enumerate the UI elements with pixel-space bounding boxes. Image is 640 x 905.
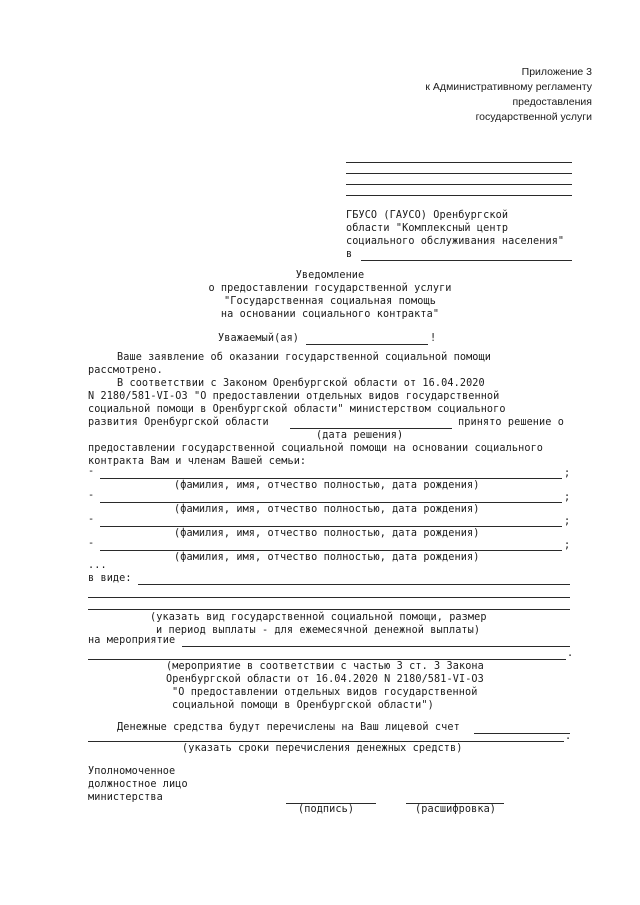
family-caption-3: (фамилия, имя, отчество полностью, дата рождения) bbox=[174, 528, 480, 539]
addressee-line-2: области "Комплексный центр bbox=[346, 223, 509, 234]
notice-subtitle-2: "Государственная социальная помощь bbox=[224, 296, 436, 307]
family-dash-4: - bbox=[88, 538, 95, 549]
kind-blank-2 bbox=[88, 597, 570, 598]
family-caption-1: (фамилия, имя, отчество полностью, дата рождения) bbox=[174, 480, 480, 491]
family-dash-3: - bbox=[88, 514, 95, 525]
address-blank-line-4 bbox=[346, 195, 572, 196]
body-p2-line-4a: развития Оренбургской области bbox=[88, 417, 269, 428]
payment-term-blank bbox=[88, 741, 564, 742]
family-end-1: ; bbox=[564, 468, 571, 479]
signatory-line-1: Уполномоченное bbox=[88, 766, 176, 777]
kind-caption-2: и период выплаты - для ежемесячной денежной выплаты) bbox=[156, 625, 481, 636]
payment-text: Денежные средства будут перечислены на Ваш лицевой счет bbox=[117, 722, 460, 733]
body-p2-line-1: В соответствии с Законом Оренбургской области от 16.04.2020 bbox=[117, 378, 485, 389]
family-blank-2 bbox=[100, 502, 562, 503]
family-end-4: ; bbox=[564, 540, 571, 551]
family-caption-4: (фамилия, имя, отчество полностью, дата рождения) bbox=[174, 552, 480, 563]
event-label: на мероприятие bbox=[88, 635, 176, 646]
signatory-line-3: министерства bbox=[88, 792, 163, 803]
event-caption-1: (мероприятие в соответствии с частью 3 ст. 3 Закона bbox=[166, 661, 484, 672]
event-caption-2: Оренбургской области от 16.04.2020 N 2180/581-VI-ОЗ bbox=[166, 674, 484, 685]
kind-label: в виде: bbox=[88, 573, 132, 584]
body-p1-line-2: рассмотрено. bbox=[88, 365, 163, 376]
event-end: . bbox=[567, 648, 574, 659]
family-dash-2: - bbox=[88, 490, 95, 501]
signature-caption: (подпись) bbox=[298, 804, 355, 815]
body-p2-line-2: N 2180/581-VI-ОЗ "О предоставлении отдельных видов государственной bbox=[88, 391, 500, 402]
address-blank-line-2 bbox=[346, 173, 572, 174]
family-blank-4 bbox=[100, 550, 562, 551]
decision-date-caption: (дата решения) bbox=[316, 430, 404, 441]
appendix-line-2: к Административному регламенту bbox=[425, 81, 592, 93]
body-p2-line-3: социальной помощи в Оренбургской области" министерством социального bbox=[88, 404, 506, 415]
event-caption-4: социальной помощи в Оренбургской области") bbox=[172, 700, 434, 711]
address-blank-line-3 bbox=[346, 184, 572, 185]
greeting-label: Уважаемый(ая) bbox=[218, 333, 300, 344]
greeting-name-blank bbox=[306, 344, 428, 345]
payment-caption: (указать сроки перечисления денежных средств) bbox=[182, 743, 463, 754]
notice-subtitle-1: о предоставлении государственной услуги bbox=[208, 283, 452, 294]
appendix-line-3: предоставления bbox=[512, 96, 592, 108]
appendix-line-4: государственной услуги bbox=[475, 111, 592, 123]
payment-end: . bbox=[565, 731, 572, 742]
body-p2-line-4b: принято решение о bbox=[458, 417, 564, 428]
event-blank-1 bbox=[182, 646, 570, 647]
addressee-line-4: в bbox=[346, 249, 353, 260]
family-blank-3 bbox=[100, 526, 562, 527]
body-p1-line-1: Ваше заявление об оказании государственной социальной помощи bbox=[117, 352, 492, 363]
signatory-line-2: должностное лицо bbox=[88, 779, 188, 790]
family-caption-2: (фамилия, имя, отчество полностью, дата рождения) bbox=[174, 504, 480, 515]
family-end-2: ; bbox=[564, 492, 571, 503]
kind-caption-1: (указать вид государственной социальной помощи, размер bbox=[150, 612, 487, 623]
kind-blank-3 bbox=[88, 609, 570, 610]
body-p2-line-5: предоставлении государственной социальной помощи на основании социального bbox=[88, 443, 544, 454]
decision-date-blank bbox=[290, 428, 452, 429]
family-ellipsis: ... bbox=[88, 560, 107, 571]
kind-blank-1 bbox=[138, 584, 570, 585]
notice-title: Уведомление bbox=[295, 270, 365, 281]
addressee-line-3: социального обслуживания населения" bbox=[346, 236, 565, 247]
family-end-3: ; bbox=[564, 516, 571, 527]
family-blank-1 bbox=[100, 478, 562, 479]
event-caption-3: "О предоставлении отдельных видов государственной bbox=[172, 687, 478, 698]
decode-caption: (расшифровка) bbox=[415, 804, 497, 815]
body-p2-line-6: контракта Вам и членам Вашей семьи: bbox=[88, 456, 307, 467]
appendix-line-1: Приложение 3 bbox=[521, 66, 592, 78]
greeting-end: ! bbox=[430, 333, 437, 344]
account-blank bbox=[474, 733, 570, 734]
address-blank-line-1 bbox=[346, 162, 572, 163]
addressee-line-1: ГБУСО (ГАУСО) Оренбургской bbox=[346, 210, 509, 221]
family-dash-1: - bbox=[88, 466, 95, 477]
addressee-blank-line bbox=[361, 260, 572, 261]
notice-subtitle-3: на основании социального контракта" bbox=[220, 309, 440, 320]
event-blank-2 bbox=[88, 659, 566, 660]
